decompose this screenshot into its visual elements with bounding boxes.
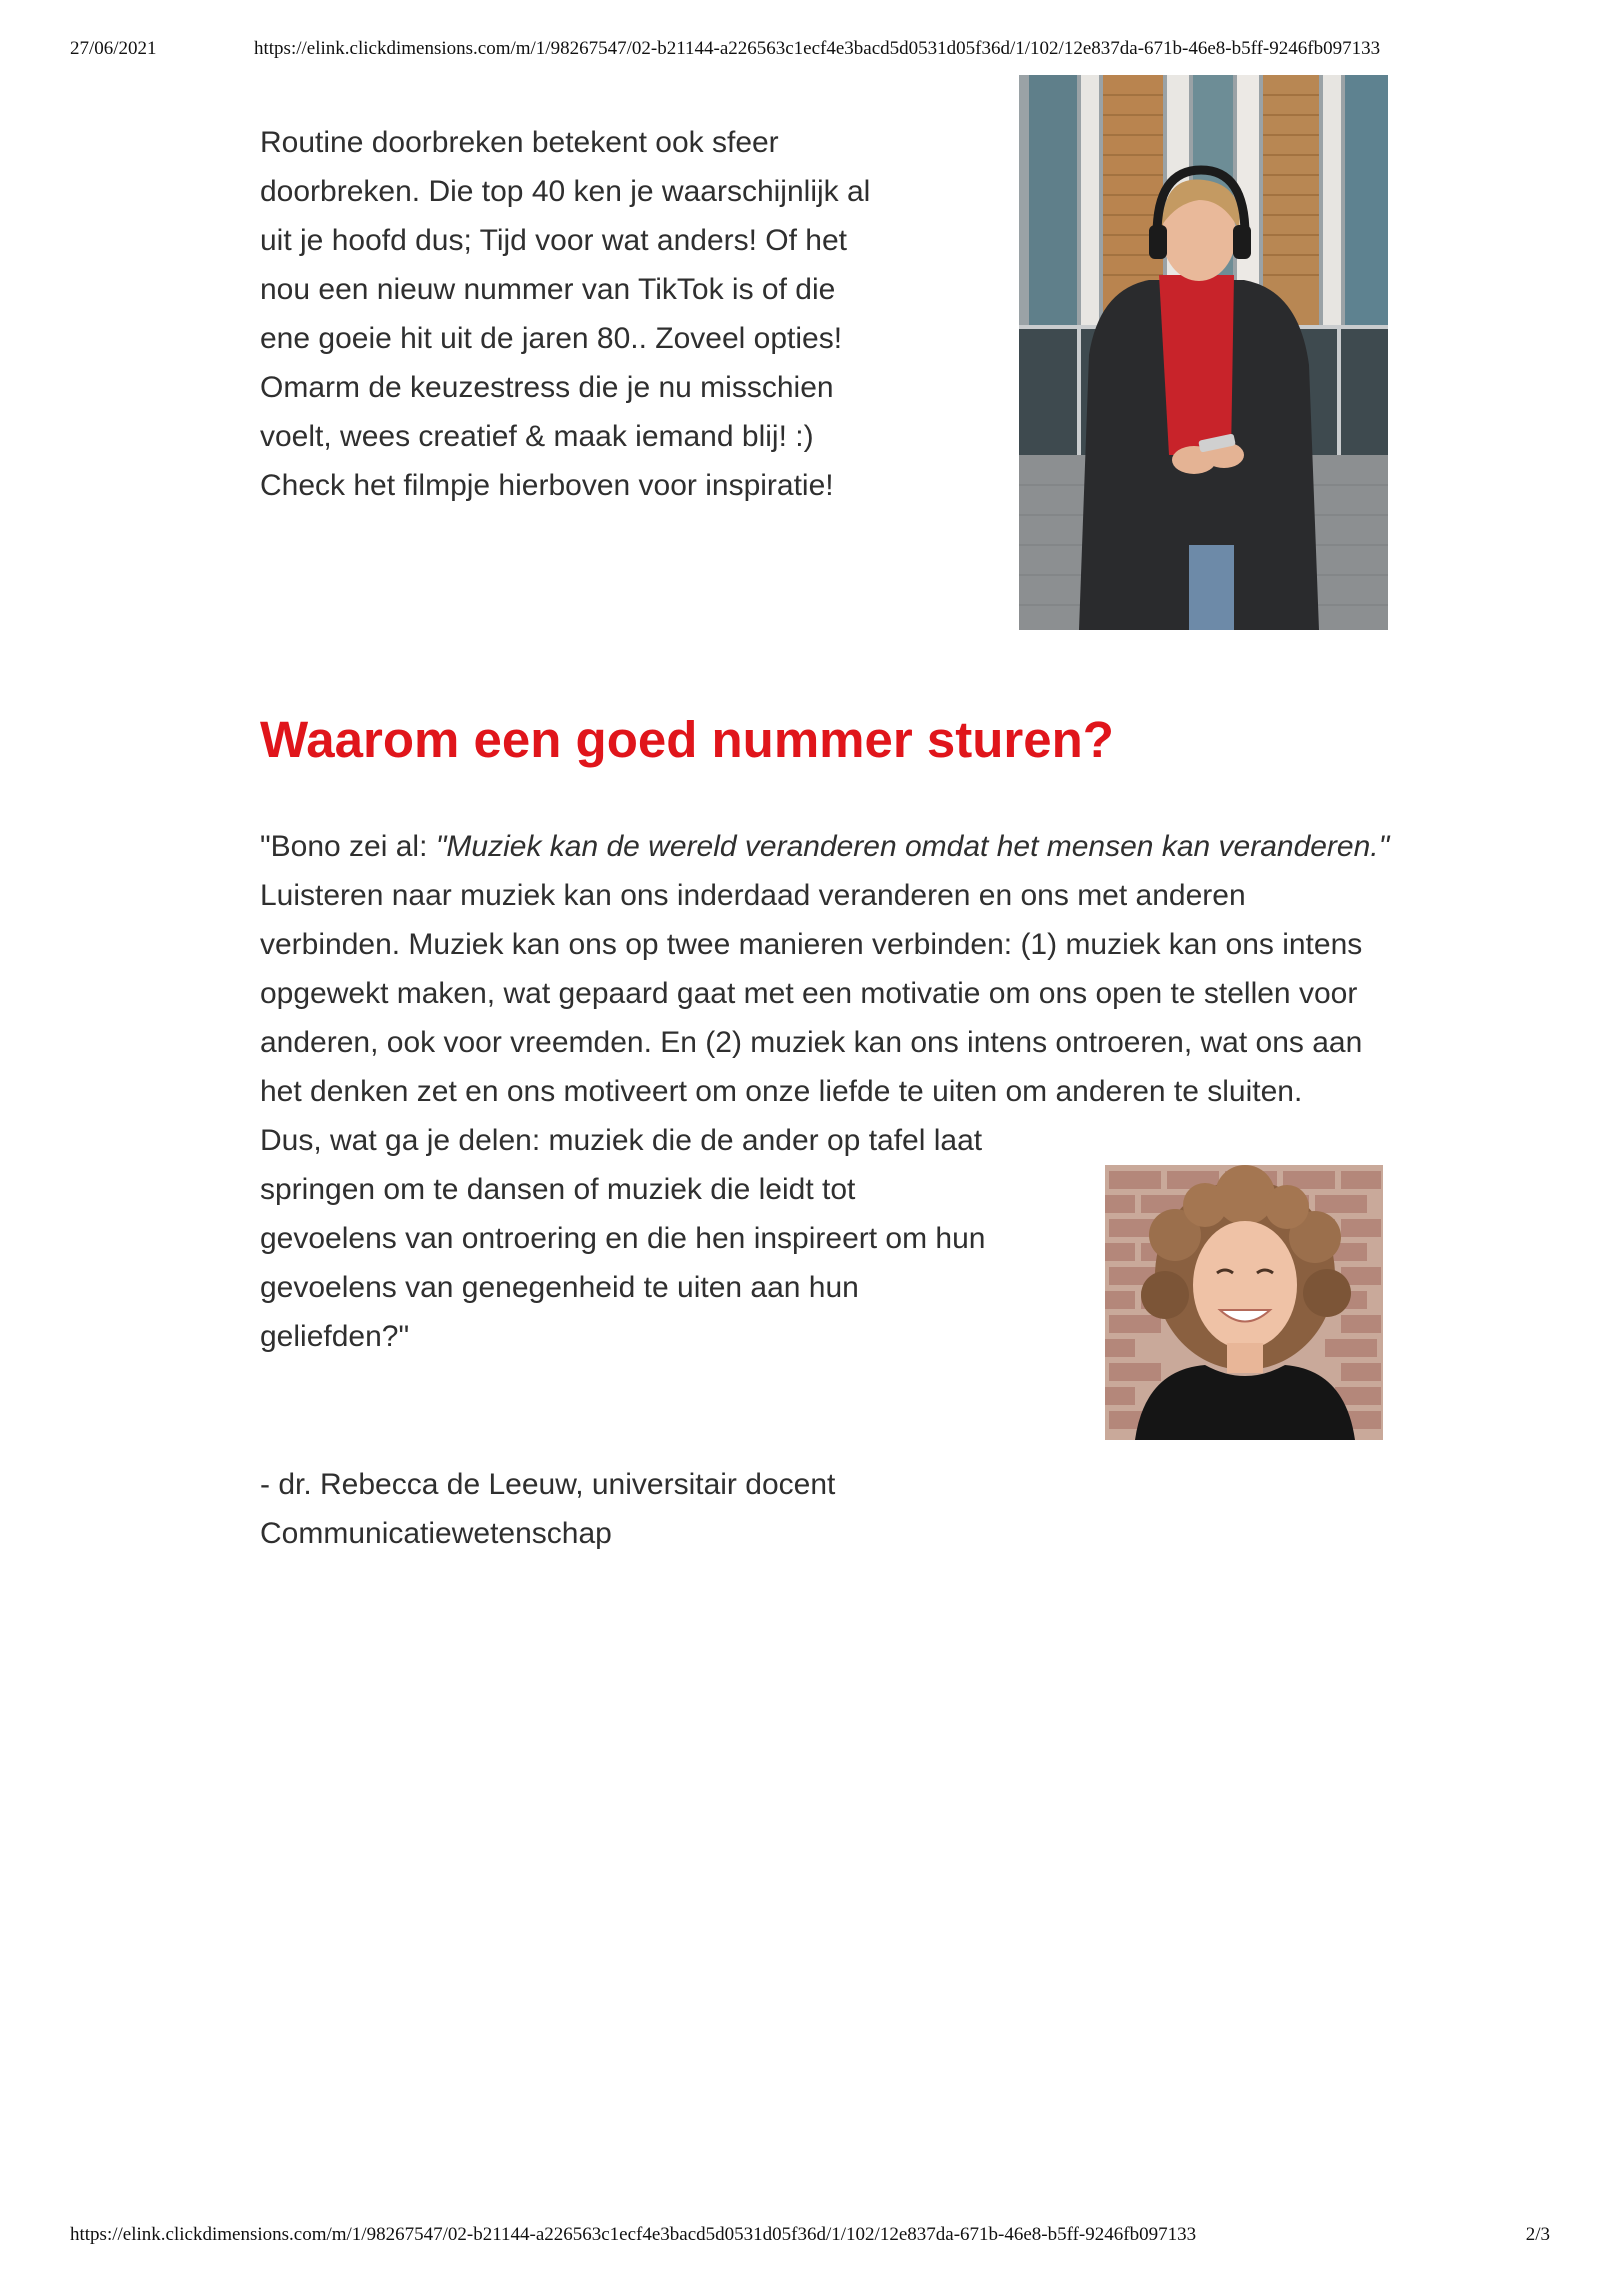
- attribution-line-1: - dr. Rebecca de Leeuw, universitair docent: [260, 1468, 836, 1501]
- photo-rebecca-de-leeuw: [1105, 1165, 1383, 1440]
- intro-line: ene goeie hit uit de jaren 80.. Zoveel opties!: [260, 322, 843, 355]
- bono-quote: "Muziek kan de wereld veranderen omdat het mensen kan veranderen.": [435, 830, 1390, 863]
- photo-man-with-headphones: [1019, 75, 1388, 630]
- print-url: https://elink.clickdimensions.com/m/1/98267547/02-b21144-a226563c1ecf4e3bacd5d0531d05f36d/1/102/12e837da-671b-46e8-b5ff-9246fb097133: [254, 38, 1381, 59]
- quote-body: Luisteren naar muziek kan ons inderdaad veranderen en ons met anderen verbinden. Muziek kan ons op twee manieren verbinden: (1) muziek kan ons intens opgewekt maken, wat gepaard gaat met een motivatie om ons open te stellen voor anderen, ook voor vreemden. En (2) muziek kan ons intens ontroeren, wat ons aan het denken zet en ons motiveert om onze liefde te uiten om anderen te sluiten.: [260, 879, 1363, 1108]
- intro-line: voelt, wees creatief & maak iemand blij! :): [260, 420, 814, 453]
- intro-line: Routine doorbreken betekent ook sfeer: [260, 126, 779, 159]
- print-date: 27/06/2021: [70, 38, 157, 59]
- print-footer-url: https://elink.clickdimensions.com/m/1/98267547/02-b21144-a226563c1ecf4e3bacd5d0531d05f36d/1/102/12e837da-671b-46e8-b5ff-9246fb097133: [70, 2224, 1197, 2245]
- intro-line: nou een nieuw nummer van TikTok is of die: [260, 273, 836, 306]
- intro-paragraph: [260, 118, 960, 510]
- quote-main-paragraph: [260, 822, 1390, 1116]
- intro-line: doorbreken. Die top 40 ken je waarschijnlijk al: [260, 175, 871, 208]
- attribution-line-2: Communicatiewetenschap: [260, 1517, 612, 1550]
- intro-line: Check het filmpje hierboven voor inspiratie!: [260, 469, 834, 502]
- quote-attribution: [260, 1460, 1160, 1558]
- intro-line: uit je hoofd dus; Tijd voor wat anders! Of het: [260, 224, 847, 257]
- page-number: 2/3: [1525, 2224, 1550, 2245]
- quote-prefix: "Bono zei al:: [260, 830, 436, 863]
- section-heading: Waarom een goed nummer sturen?: [260, 711, 1114, 768]
- quote-continued: Dus, wat ga je delen: muziek die de ander op tafel laat springen om te dansen of muziek die leidt tot gevoelens van ontroering en die hen inspireert om hun gevoelens van genegenheid te uiten aan hun geliefden?": [260, 1124, 986, 1353]
- intro-line: Omarm de keuzestress die je nu misschien: [260, 371, 834, 404]
